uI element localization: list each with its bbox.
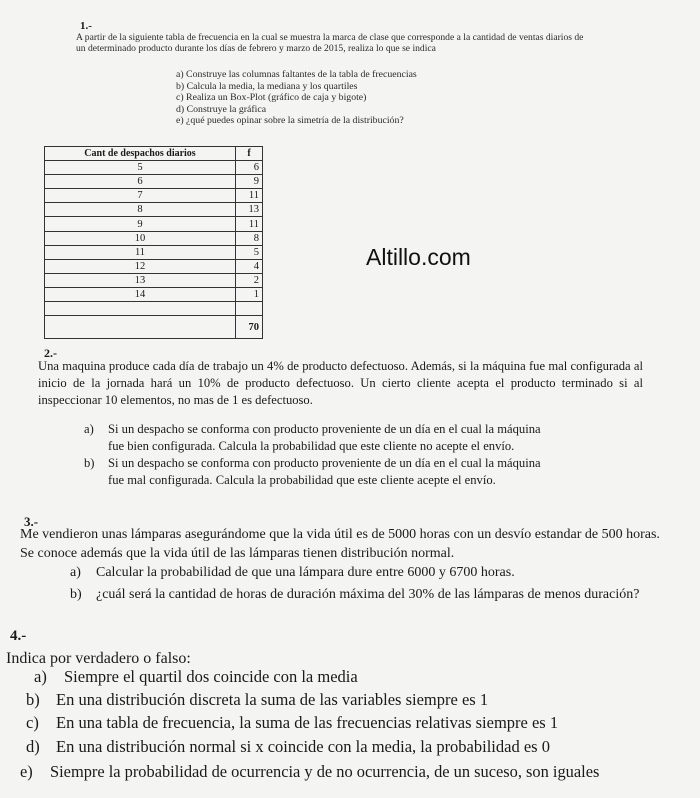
- item-text: ¿cuál será la cantidad de horas de duración máxima del 30% de las lámparas de menos duración?: [96, 587, 640, 602]
- item-label: d): [26, 737, 40, 756]
- item-label: c): [26, 713, 39, 732]
- cell-frequency: 6: [236, 161, 263, 175]
- true-false-item-c: [26, 713, 558, 733]
- cell-frequency: 8: [236, 231, 263, 245]
- cell-frequency: 11: [236, 217, 263, 231]
- exercise-2-statement: Una maquina produce cada día de trabajo un 4% de producto defectuoso. Además, si la máquina fue mal configurada al inicio de la jornada hará un 10% de producto defectuoso. Un cierto cliente acepta el producto terminado si al inspeccionar 10 elementos, no mas de 1 es defectuoso.: [38, 359, 643, 407]
- table-row-empty: [45, 302, 263, 316]
- exercise-1-intro: A partir de la siguiente tabla de frecuencia en la cual se muestra la marca de clase que corresponde a la cantidad de ventas diarios de un determinado producto durante los días de febrero y marzo de 2015, realiza lo que se indica: [76, 32, 584, 54]
- table-row: [45, 161, 263, 175]
- item-line-2: fue bien configurada. Calcula la probabilidad que este cliente no acepte el envío.: [108, 439, 515, 453]
- exercise-1-task-e: e) ¿qué puedes opinar sobre la simetría de la distribución?: [176, 115, 404, 127]
- header-frequency: f: [236, 147, 263, 161]
- cell-frequency: 13: [236, 203, 263, 217]
- cell-value: 5: [45, 161, 236, 175]
- item-text: Siempre la probabilidad de ocurrencia y de no ocurrencia, de un suceso, son iguales: [50, 762, 600, 781]
- item-label: b): [26, 690, 40, 709]
- table-row: [45, 273, 263, 287]
- cell-value: 12: [45, 259, 236, 273]
- cell-value: 8: [45, 203, 236, 217]
- item-label: a): [70, 565, 81, 580]
- exercise-2-number: 2.-: [44, 346, 57, 360]
- item-label: b): [70, 587, 82, 602]
- table-row: [45, 175, 263, 189]
- exercise-4-number: 4.-: [10, 628, 27, 644]
- cell-empty: [45, 316, 236, 339]
- watermark: Altillo.com: [366, 244, 471, 270]
- table-header-row: [45, 147, 263, 161]
- cell-total: 70: [236, 316, 263, 339]
- item-text: Siempre el quartil dos coincide con la media: [64, 667, 358, 686]
- exercise-3-number: 3.-: [24, 514, 39, 529]
- item-label: e): [20, 762, 33, 781]
- cell-frequency: 2: [236, 273, 263, 287]
- item-line-1: Si un despacho se conforma con producto proveniente de un día en el cual la máquina: [108, 422, 541, 436]
- item-label: b): [84, 456, 95, 470]
- item-text: En una tabla de frecuencia, la suma de las frecuencias relativas siempre es 1: [56, 713, 559, 732]
- table-row: [45, 287, 263, 301]
- cell-empty: [45, 302, 236, 316]
- frequency-table: [44, 146, 263, 339]
- true-false-item-a: [34, 667, 358, 687]
- table-total-row: [45, 316, 263, 339]
- true-false-item-e: [20, 762, 599, 782]
- table-row: [45, 203, 263, 217]
- cell-empty: [236, 302, 263, 316]
- exercise-1-number: 1.-: [80, 20, 92, 32]
- exercise-1-task-d: d) Construye la gráfica: [176, 103, 267, 115]
- cell-value: 10: [45, 231, 236, 245]
- cell-frequency: 4: [236, 259, 263, 273]
- exercise-1-task-b: b) Calcula la media, la mediana y los quartiles: [176, 80, 358, 92]
- table-row: [45, 245, 263, 259]
- exercise-4-statement: Indica por verdadero o falso:: [6, 650, 191, 667]
- item-line-1: Si un despacho se conforma con producto proveniente de un día en el cual la máquina: [108, 456, 541, 470]
- cell-value: 14: [45, 287, 236, 301]
- item-label: a): [34, 667, 47, 686]
- exercise-1-task-c: c) Realiza un Box-Plot (gráfico de caja y bigote): [176, 92, 367, 104]
- cell-value: 13: [45, 273, 236, 287]
- table-row: [45, 231, 263, 245]
- table-row: [45, 217, 263, 231]
- item-label: a): [84, 422, 94, 436]
- exercise-3-statement: Me vendieron unas lámparas asegurándome que la vida útil es de 5000 horas con un desvío estandar de 500 horas. Se conoce además que la vida útil de las lámparas tienen distribución normal.: [20, 527, 660, 561]
- cell-value: 7: [45, 189, 236, 203]
- item-text: En una distribución discreta la suma de las variables siempre es 1: [56, 690, 489, 709]
- exercise-1-task-list: [176, 69, 417, 127]
- table-row: [45, 259, 263, 273]
- item-text: En una distribución normal si x coincide con la media, la probabilidad es 0: [56, 737, 550, 756]
- true-false-item-b: [26, 690, 488, 710]
- item-text: Calcular la probabilidad de que una lámpara dure entre 6000 y 6700 horas.: [96, 565, 515, 580]
- cell-value: 9: [45, 217, 236, 231]
- cell-value: 11: [45, 245, 236, 259]
- header-cant-despachos: Cant de despachos diarios: [45, 147, 236, 161]
- cell-frequency: 9: [236, 175, 263, 189]
- cell-frequency: 11: [236, 189, 263, 203]
- cell-frequency: 5: [236, 245, 263, 259]
- item-line-2: fue mal configurada. Calcula la probabilidad que este cliente acepte el envío.: [108, 473, 496, 487]
- exercise-1-task-a: a) Construye las columnas faltantes de la tabla de frecuencias: [176, 69, 417, 80]
- true-false-item-d: [26, 737, 550, 757]
- cell-frequency: 1: [236, 287, 263, 301]
- table-row: [45, 189, 263, 203]
- cell-value: 6: [45, 175, 236, 189]
